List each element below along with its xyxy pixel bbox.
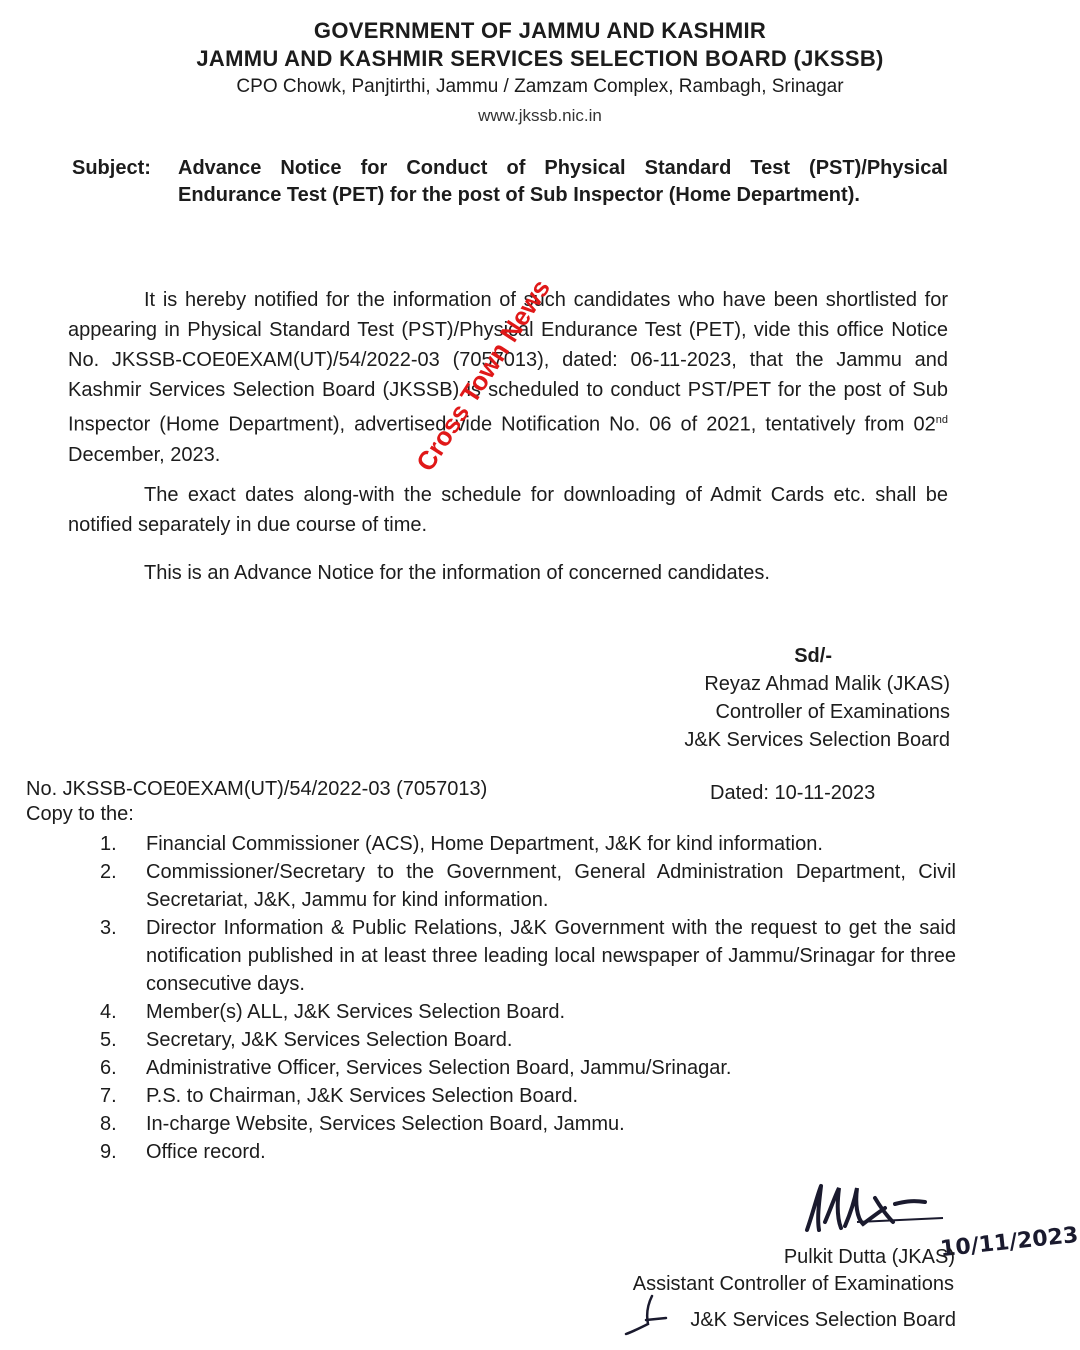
paragraph-2-text: The exact dates along-with the schedule for downloading of Admit Cards etc. shall be notified separately in due course of time. — [68, 484, 948, 536]
list-item-text: In-charge Website, Services Selection Board, Jammu. — [146, 1113, 625, 1135]
list-item-text: P.S. to Chairman, J&K Services Selection Board. — [146, 1085, 579, 1107]
copy-list — [100, 830, 956, 1166]
notice-paragraph-2 — [68, 480, 948, 540]
list-item — [100, 998, 956, 1026]
list-item-text: Office record. — [146, 1141, 266, 1163]
footer-signatory-name: Pulkit Dutta (JKAS) — [783, 1246, 955, 1268]
signatory-name: Reyaz Ahmad Malik (JKAS) — [704, 673, 950, 695]
handwritten-signature — [795, 1178, 945, 1240]
signatory-office: J&K Services Selection Board — [684, 729, 950, 751]
subject-label: Subject: — [72, 157, 151, 179]
footer-signatory-designation: Assistant Controller of Examinations — [632, 1273, 954, 1295]
list-item — [100, 1054, 956, 1082]
sd-mark: Sd/- — [794, 645, 832, 667]
signatory-designation: Controller of Examinations — [715, 701, 950, 723]
list-item-number: 4. — [100, 1001, 117, 1023]
government-heading: GOVERNMENT OF JAMMU AND KASHMIR — [313, 18, 767, 43]
list-item — [100, 1026, 956, 1054]
list-item-text: Commissioner/Secretary to the Government, General Administration Department, Civil Secretariat, J&K, Jammu for kind information. — [146, 861, 956, 911]
list-item-number: 7. — [100, 1085, 117, 1107]
list-item-number: 8. — [100, 1113, 117, 1135]
list-item — [100, 1110, 956, 1138]
list-item-number: 5. — [100, 1029, 117, 1051]
board-address: CPO Chowk, Panjtirthi, Jammu / Zamzam Complex, Rambagh, Srinagar — [236, 76, 844, 97]
paragraph-3-text: This is an Advance Notice for the information of concerned candidates. — [144, 562, 770, 584]
list-item — [100, 914, 956, 998]
board-website: www.jkssb.nic.in — [478, 106, 602, 125]
paragraph-1-end: December, 2023. — [68, 443, 221, 466]
paragraph-1-text: It is hereby notified for the information of such candidates who have been shortlisted for appearing in Physical Standard Test (PST)/Physical Endurance Test (PET), vide this office Notice No. JKSSB-COE0EXAM(UT)/54/2022-03 (7057013), dated: 06-11-2023, that the Jammu and Kashmir Services Selection Board (JKSSB) is scheduled to conduct PST/PET for the post of Sub Inspector (Home Department), advertised vide Notification No. 06 of 2021, tentatively from 02 — [68, 289, 948, 436]
list-item — [100, 1082, 956, 1110]
watermark: Cross Town News — [410, 273, 557, 477]
initial-mark — [622, 1290, 672, 1338]
reference-number: No. JKSSB-COE0EXAM(UT)/54/2022-03 (7057013) — [26, 778, 488, 800]
reference-date: Dated: 10-11-2023 — [710, 782, 876, 804]
board-heading: JAMMU AND KASHMIR SERVICES SELECTION BOARD (JKSSB) — [196, 46, 884, 71]
list-item — [100, 830, 956, 858]
notice-paragraph-3 — [68, 558, 948, 588]
list-item-text: Member(s) ALL, J&K Services Selection Board. — [146, 1001, 566, 1023]
list-item-number: 6. — [100, 1057, 117, 1079]
list-item-number: 2. — [100, 861, 117, 883]
subject-text: Advance Notice for Conduct of Physical Standard Test (PST)/Physical Endurance Test (PET) for the post of Sub Inspector (Home Department). — [178, 157, 948, 206]
list-item-number: 1. — [100, 833, 117, 855]
list-item-text: Administrative Officer, Services Selection Board, Jammu/Srinagar. — [146, 1057, 732, 1079]
copy-to-label: Copy to the: — [26, 803, 134, 825]
ordinal-suffix: nd — [935, 414, 948, 426]
list-item-text: Financial Commissioner (ACS), Home Department, J&K for kind information. — [146, 833, 823, 855]
list-item-text: Secretary, J&K Services Selection Board. — [146, 1029, 513, 1051]
footer-signatory-office: J&K Services Selection Board — [690, 1309, 956, 1331]
list-item — [100, 858, 956, 914]
list-item-number: 3. — [100, 917, 117, 939]
list-item — [100, 1138, 956, 1166]
list-item-text: Director Information & Public Relations, J&K Government with the request to get the said notification published in at least three leading local newspaper of Jammu/Srinagar for three consecutive days. — [146, 917, 956, 995]
handwritten-date: 10/11/2023 — [939, 1222, 1080, 1263]
list-item-number: 9. — [100, 1141, 117, 1163]
